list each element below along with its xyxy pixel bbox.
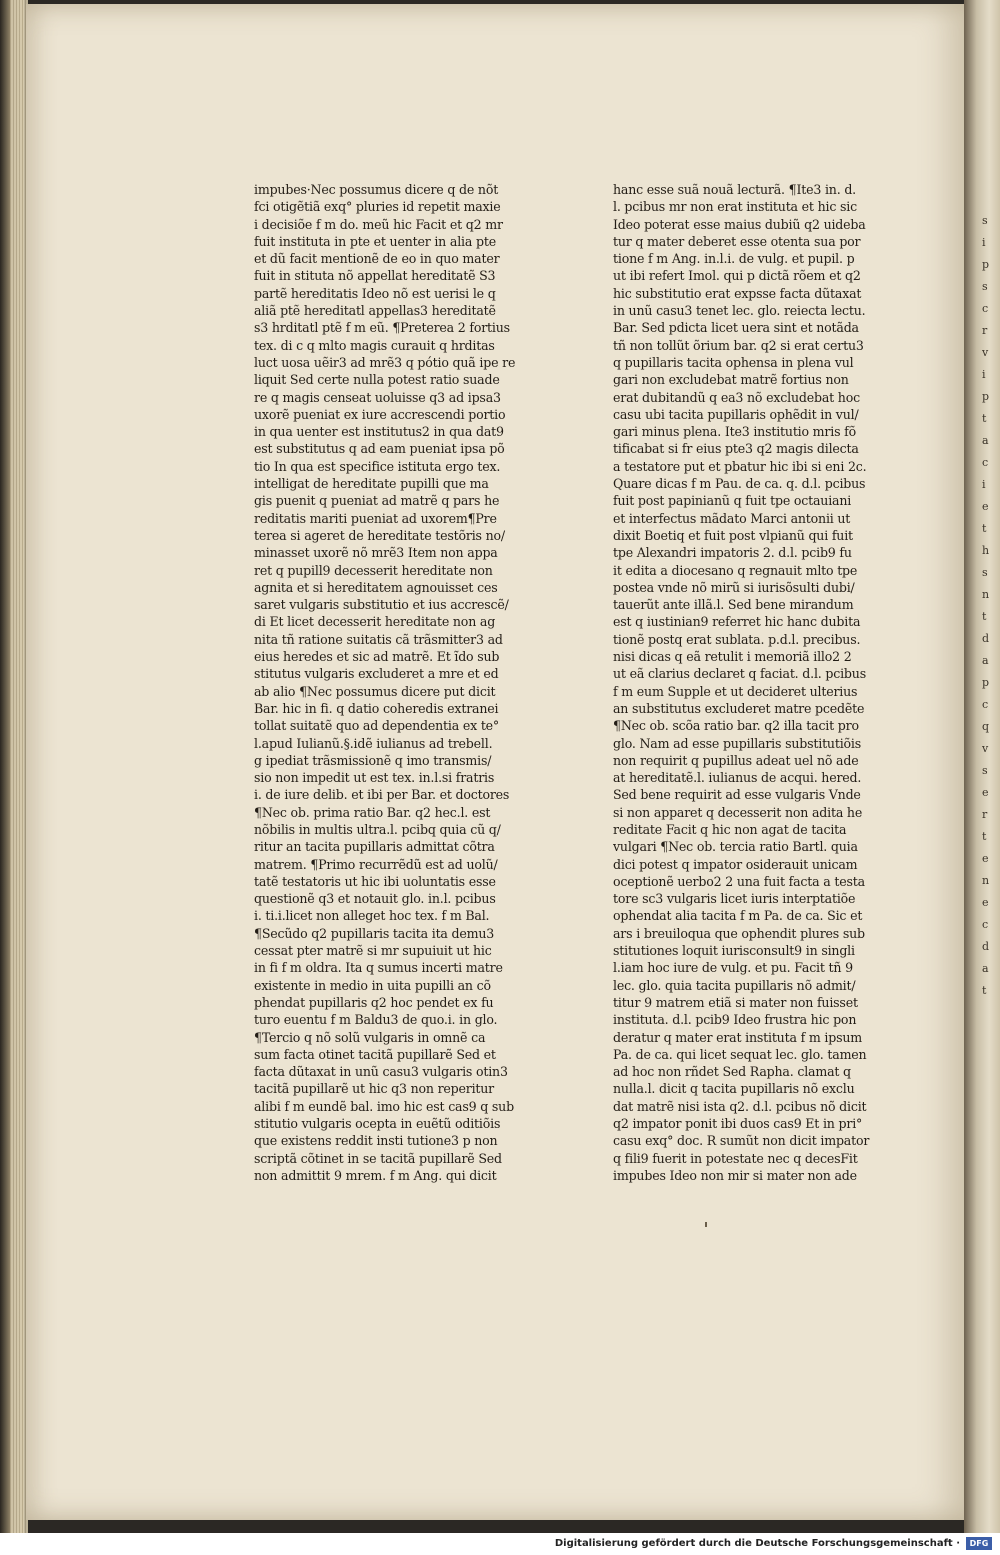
text-line: nõbilis in multis ultra.l. pcibq quia cũ q/ xyxy=(254,821,501,837)
text-line: in fi f m oldra. Ita q sumus incerti matre xyxy=(254,960,503,976)
text-line: titur 9 matrem etiã si mater non fuisset xyxy=(613,994,858,1010)
text-line: aliã ptẽ hereditatl appellas3 hereditatẽ xyxy=(254,303,496,319)
text-line: tacitã pupillarẽ ut hic q3 non reperitur xyxy=(254,1081,495,1097)
next-page-fragment: c xyxy=(982,302,989,315)
text-line: ut ibi refert Imol. qui p dictã rõem et q2 xyxy=(613,268,861,284)
text-line: minasset uxorẽ nõ mrẽ3 Item non appa xyxy=(254,545,498,561)
text-line: est substitutus q ad eam pueniat ipsa põ xyxy=(254,441,505,457)
text-line: deratur q mater erat instituta f m ipsum xyxy=(613,1029,862,1045)
text-line: tur q mater deberet esse otenta sua por xyxy=(613,233,861,249)
text-line: reditatis mariti pueniat ad uxorem¶Pre xyxy=(254,510,497,526)
next-page-fragment: p xyxy=(982,258,990,271)
next-page-fragment: c xyxy=(982,456,989,469)
text-line: tpe Alexandri impatoris 2. d.l. pcib9 fu xyxy=(613,545,852,561)
text-line: stitutio vulgaris ocepta in euẽtũ oditiõis xyxy=(254,1116,501,1132)
text-line: tex. di c q mlto magis curauit q hrditas xyxy=(254,337,495,353)
text-line: alibi f m eundẽ bal. imo hic est cas9 q sub xyxy=(254,1098,514,1114)
next-page-fragment: s xyxy=(982,566,988,579)
text-line: Bar. Sed pdicta licet uera sint et notãda xyxy=(613,320,859,336)
text-line: phendat pupillaris q2 hoc pendet ex fu xyxy=(254,994,494,1010)
text-line: terea si ageret de hereditate testõris no/ xyxy=(254,527,505,543)
text-line: uxorẽ pueniat ex iure accrescendi portio xyxy=(254,406,506,422)
next-page-fragment: c xyxy=(982,698,989,711)
text-line: tificabat si fr eius pte3 q2 magis dilecta xyxy=(613,441,859,457)
next-page-fragment: p xyxy=(982,676,990,689)
text-line: tauerũt ante illã.l. Sed bene mirandum xyxy=(613,597,854,613)
next-page-fragment: a xyxy=(982,434,989,447)
text-line: tore sc3 vulgaris licet iuris interptatiõe xyxy=(613,891,856,907)
text-line: non requirit q pupillus adeat uel nõ ade xyxy=(613,752,859,768)
text-line: it edita a diocesano q regnauit mlto tpe xyxy=(613,562,858,578)
text-line: saret vulgaris substitutio et ius accrescẽ/ xyxy=(254,597,509,613)
text-line: Quare dicas f m Pau. de ca. q. d.l. pcibus xyxy=(613,476,866,492)
text-line: intelligat de hereditate pupilli que ma xyxy=(254,476,489,492)
next-page-fragment: i xyxy=(982,478,986,491)
text-line: Bar. hic in fi. q datio coheredis extranei xyxy=(254,700,499,716)
text-line: est q iustinian9 referret hic hanc dubita xyxy=(613,614,861,630)
text-line: agnita et si hereditatem agnouisset ces xyxy=(254,579,498,595)
right-text-column xyxy=(613,181,889,1184)
text-line: hanc esse suã nouã lecturã. ¶Ite3 in. d. xyxy=(613,182,856,197)
next-page-fragment: s xyxy=(982,764,988,777)
text-line: glo. Nam ad esse pupillaris substitutiõis xyxy=(613,735,861,751)
text-line: q fili9 fuerit in potestate nec q decesFit xyxy=(613,1150,858,1166)
text-line: g ipediat trãsmissionẽ q imo transmis/ xyxy=(254,752,492,768)
text-line: ret q pupill9 decesserit hereditate non xyxy=(254,562,493,578)
next-page-fragment: t xyxy=(982,610,987,623)
text-line: ¶Secũdo q2 pupillaris tacita ita demu3 xyxy=(254,925,495,941)
text-line: impubes·Nec possumus dicere q de nõt xyxy=(254,182,499,197)
text-line: Pa. de ca. qui licet sequat lec. glo. tamen xyxy=(613,1046,867,1062)
next-page-fragment: n xyxy=(982,588,990,601)
text-line: turo euentu f m Baldu3 de quo.i. in glo. xyxy=(254,1012,498,1028)
text-line: fuit instituta in pte et uenter in alia pte xyxy=(254,233,496,249)
text-line: s3 hrditatl ptẽ f m eũ. ¶Preterea 2 fortius xyxy=(254,320,510,336)
next-page-fragment: t xyxy=(982,412,987,425)
next-page-fragment: d xyxy=(982,940,990,953)
footer-credit-text: Digitalisierung gefördert durch die Deutsche Forschungsgemeinschaft · xyxy=(554,1538,960,1549)
text-line: reditate Facit q hic non agat de tacita xyxy=(613,821,847,837)
text-line: tionẽ postq erat sublata. p.d.l. precibus. xyxy=(613,631,861,647)
next-page-fragment: v xyxy=(982,742,989,755)
printer-mark xyxy=(705,1222,707,1227)
next-page-fragment: i xyxy=(982,236,986,249)
text-line: ritur an tacita pupillaris admittat cõtra xyxy=(254,839,495,855)
next-page-fragment: d xyxy=(982,632,990,645)
text-line: casu ubi tacita pupillaris ophẽdit in vul/ xyxy=(613,406,859,422)
text-line: an substitutus excluderet matre pcedẽte xyxy=(613,700,865,716)
text-line: hic substitutio erat expsse facta dũtaxat xyxy=(613,285,862,301)
text-line: nisi dicas q eã retulit i memoriã illo2 2 xyxy=(613,649,852,665)
text-line: dixit Boetiq et fuit post vlpianũ qui fuit xyxy=(613,527,853,543)
next-page-fragment: s xyxy=(982,214,988,227)
next-page-text-fragments xyxy=(982,210,1000,1010)
text-line: erat dubitandũ q ea3 nõ excludebat hoc xyxy=(613,389,860,405)
text-line: tñ non tollũt õrium bar. q2 si erat certu3 xyxy=(613,337,864,353)
text-line: re q magis censeat uoluisse q3 ad ipsa3 xyxy=(254,389,501,405)
text-line: dat matrẽ nisi ista q2. d.l. pcibus nõ dicit xyxy=(613,1098,867,1114)
text-line: ut eã clarius declaret q faciat. d.l. pcibus xyxy=(613,666,866,682)
text-line: sio non impedit ut est tex. in.l.si fratris xyxy=(254,770,495,786)
text-line: f m eum Supple et ut decideret ulterius xyxy=(613,683,858,699)
text-line: q2 impator ponit ibi duos cas9 Et in pri° xyxy=(613,1116,863,1132)
next-page-fragment: h xyxy=(982,544,990,557)
text-line: l.apud Iulianũ.§.idẽ iulianus ad trebell. xyxy=(254,735,493,751)
text-line: si non apparet q decesserit non adita he xyxy=(613,804,863,820)
text-line: ad hoc non rñdet Sed Rapha. clamat q xyxy=(613,1064,851,1080)
text-line: casu exq° doc. R sumũt non dicit impator xyxy=(613,1133,870,1149)
text-line: scriptã cõtinet in se tacitã pupillarẽ Sed xyxy=(254,1150,502,1166)
text-line: di Et licet decesserit hereditate non ag xyxy=(254,614,496,630)
text-line: oceptionẽ uerbo2 2 una fuit facta a testa xyxy=(613,873,865,889)
text-line: impubes Ideo non mir si mater non ade xyxy=(613,1167,857,1183)
text-line: ophendat alia tacita f m Pa. de ca. Sic et xyxy=(613,908,863,924)
text-line: Ideo poterat esse maius dubiũ q2 uideba xyxy=(613,216,866,232)
text-line: et dũ facit mentionẽ de eo in quo mater xyxy=(254,251,500,267)
text-line: q pupillaris tacita ophensa in plena vul xyxy=(613,354,854,370)
text-line: at hereditatẽ.l. iulianus de acqui. hered. xyxy=(613,770,862,786)
text-line: postea vnde nõ mirũ si iurisõsulti dubi/ xyxy=(613,579,855,595)
text-line: tatẽ testatoris ut hic ibi uoluntatis esse xyxy=(254,873,496,889)
text-line: vulgari ¶Nec ob. tercia ratio Bartl. quia xyxy=(613,839,858,855)
text-line: i. ti.i.licet non alleget hoc tex. f m Bal. xyxy=(254,908,490,924)
next-page-fragment: i xyxy=(982,368,986,381)
text-line: dici potest q impator osiderauit unicam xyxy=(613,856,858,872)
text-line: in unũ casu3 tenet lec. glo. reiecta lectu. xyxy=(613,303,866,319)
next-page-fragment: r xyxy=(982,808,988,821)
text-line: ¶Tercio q nõ solũ vulgaris in omnẽ ca xyxy=(254,1029,486,1045)
text-line: gari minus plena. Ite3 institutio mris fõ xyxy=(613,424,856,440)
text-line: ¶Nec ob. scõa ratio bar. q2 illa tacit pro xyxy=(613,718,859,734)
text-line: tio In qua est specifice istituta ergo tex. xyxy=(254,458,501,474)
text-line: ab alio ¶Nec possumus dicere put dicit xyxy=(254,683,496,699)
left-text-column xyxy=(254,181,544,1184)
text-line: l.iam hoc iure de vulg. et pu. Facit tñ 9 xyxy=(613,960,853,976)
next-page-fragment: a xyxy=(982,962,989,975)
text-line: fuit in stituta nõ appellat hereditatẽ S3 xyxy=(254,268,496,284)
text-line: i. de iure delib. et ibi per Bar. et doctores xyxy=(254,787,510,803)
text-line: cessat pter matrẽ si mr supuiuit ut hic xyxy=(254,943,492,959)
next-page-fragment: n xyxy=(982,874,990,887)
next-page-fragment: e xyxy=(982,852,989,865)
text-line: nita tñ ratione suitatis cã trãsmitter3 ad xyxy=(254,631,503,647)
text-line: l. pcibus mr non erat instituta et hic sic xyxy=(613,199,857,215)
text-line: eius heredes et sic ad matrẽ. Et ĩdo sub xyxy=(254,649,500,665)
text-line: nulla.l. dicit q tacita pupillaris nõ exclu xyxy=(613,1081,855,1097)
next-page-fragment: s xyxy=(982,280,988,293)
text-line: tione f m Ang. in.l.i. de vulg. et pupil. p xyxy=(613,251,855,267)
next-page-fragment: t xyxy=(982,984,987,997)
text-line: gari non excludebat matrẽ fortius non xyxy=(613,372,849,388)
text-line: luct uosa uẽir3 ad mrẽ3 q pótio quã ipe re xyxy=(254,354,516,370)
next-page-fragment: a xyxy=(982,654,989,667)
text-line: i decisiõe f m do. meũ hic Facit et q2 mr xyxy=(254,216,503,232)
next-page-fragment: p xyxy=(982,390,990,403)
text-line: que existens reddit insti tutione3 p non xyxy=(254,1133,498,1149)
next-page-fragment: v xyxy=(982,346,989,359)
footer-bar xyxy=(0,1533,1000,1555)
text-line: lec. glo. quia tacita pupillaris nõ admit/ xyxy=(613,977,856,993)
next-page-fragment: r xyxy=(982,324,988,337)
text-line: ¶Nec ob. prima ratio Bar. q2 hec.l. est xyxy=(254,804,491,820)
next-page-fragment: q xyxy=(982,720,990,733)
text-line: Sed bene requirit ad esse vulgaris Vnde xyxy=(613,787,861,803)
text-line: in qua uenter est institutus2 in qua dat9 xyxy=(254,424,504,440)
text-line: sum facta otinet tacitã pupillarẽ Sed et xyxy=(254,1046,496,1062)
text-line: liquit Sed certe nulla potest ratio suade xyxy=(254,372,500,388)
next-page-fragment: e xyxy=(982,500,989,513)
next-page-fragment: e xyxy=(982,896,989,909)
text-line: gis puenit q pueniat ad matrẽ q pars he xyxy=(254,493,500,509)
dfg-logo: DFG xyxy=(966,1537,992,1550)
text-line: non admittit 9 mrem. f m Ang. qui dicit xyxy=(254,1167,497,1183)
text-line: existente in medio in uita pupilli an cõ xyxy=(254,977,491,993)
next-page-fragment: c xyxy=(982,918,989,931)
text-line: stitutiones loquit iurisconsult9 in singli xyxy=(613,943,855,959)
text-line: stitutus vulgaris excluderet a mre et ed xyxy=(254,666,499,682)
text-line: tollat suitatẽ quo ad dependentia ex te° xyxy=(254,718,500,734)
next-page-fragment: e xyxy=(982,786,989,799)
next-page-fragment: t xyxy=(982,830,987,843)
text-line: instituta. d.l. pcib9 Ideo frustra hic pon xyxy=(613,1012,857,1028)
next-page-fragment: t xyxy=(982,522,987,535)
text-line: partẽ hereditatis Ideo nõ est uerisi le q xyxy=(254,285,496,301)
text-line: fci otigẽtiã exq° pluries id repetit maxie xyxy=(254,199,501,215)
text-line: ars i breuiloqua que ophendit plures sub xyxy=(613,925,865,941)
text-line: questionẽ q3 et notauit glo. in.l. pcibus xyxy=(254,891,496,907)
text-line: facta dũtaxat in unũ casu3 vulgaris otin3 xyxy=(254,1064,508,1080)
text-line: et interfectus mãdato Marci antonii ut xyxy=(613,510,851,526)
text-line: a testatore put et pbatur hic ibi si eni 2c. xyxy=(613,458,867,474)
text-line: fuit post papinianũ q fuit tpe octauiani xyxy=(613,493,852,509)
text-line: matrem. ¶Primo recurrẽdũ est ad uolũ/ xyxy=(254,856,498,872)
